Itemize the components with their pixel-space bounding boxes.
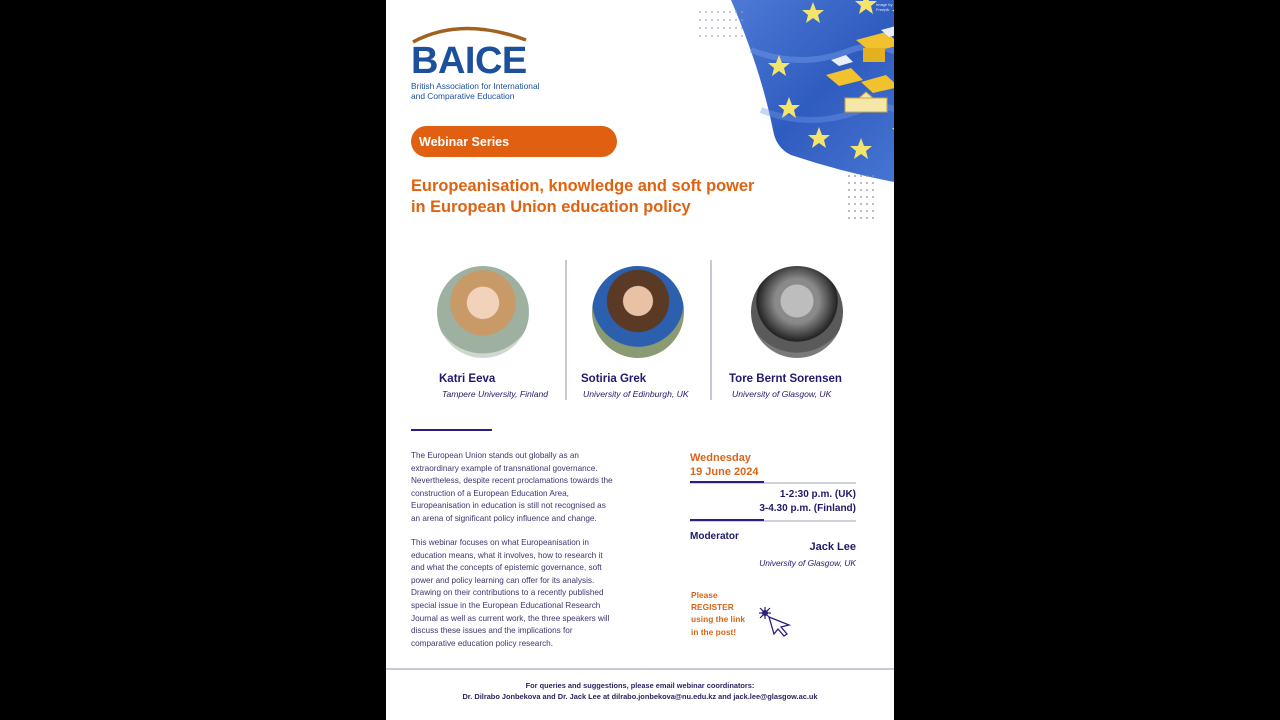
register-line: using the link (691, 614, 745, 625)
text-line: extraordinary example of transnational governance. (411, 463, 598, 473)
footer-divider (386, 668, 894, 670)
moderator-name: Jack Lee (809, 541, 856, 553)
time-finland: 3-4.30 p.m. (Finland) (759, 503, 856, 514)
section-divider (411, 429, 492, 431)
footer-line2: Dr. Dilrabo Jonbekova and Dr. Jack Lee at dilrabo.jonbekova@nu.edu.kz and jack.lee@glasgow.ac.uk (462, 692, 818, 701)
dot-grid-decoration (847, 174, 881, 226)
speaker-affiliation: Tampere University, Finland (442, 389, 549, 399)
cursor-click-icon (757, 605, 795, 637)
moderator-affiliation: University of Glasgow, UK (759, 558, 856, 568)
text-line: discuss these issues and the implications for (411, 626, 573, 636)
text-line: comparative education policy research. (411, 638, 553, 648)
baice-logo: BAICE (411, 40, 527, 82)
image-credit: Image by Freepik (876, 2, 893, 12)
speaker-name: Sotiria Grek (581, 373, 647, 385)
text-line: and what the concepts of epistemic governance, soft (411, 563, 602, 573)
logo-subtitle (411, 81, 539, 101)
speaker-affiliation: University of Glasgow, UK (732, 389, 832, 399)
text-line: Europeanisation in education is still not recognised as (411, 501, 606, 511)
text-line: education means, what it involves, how to research it (411, 550, 603, 560)
text-line: construction of a European Education Area, (411, 488, 569, 498)
event-times (690, 488, 856, 516)
text-line: Journal as well as current work, the three speakers will (411, 613, 610, 623)
text-line: Drawing on their contributions to a recently published (411, 588, 604, 598)
speaker-divider (565, 260, 567, 400)
event-date-value: 19 June 2024 (690, 466, 759, 478)
speaker-photo-tore-bernt-sorensen (751, 266, 843, 358)
title-line1: Europeanisation, knowledge and soft power (411, 177, 755, 195)
description-paragraph-2 (411, 537, 646, 650)
divider-accent (690, 519, 764, 521)
event-date (690, 451, 856, 479)
title-line2: in European Union education policy (411, 198, 691, 216)
dot-grid-decoration (698, 10, 748, 44)
text-line: Nevertheless, despite recent proclamations towards the (411, 476, 613, 486)
speaker-photo-katri-eeva (437, 266, 529, 358)
footer-contact (386, 680, 894, 702)
webinar-series-badge: Webinar Series (411, 126, 617, 157)
footer-line1: For queries and suggestions, please email webinar coordinators: (525, 681, 755, 690)
webinar-poster (386, 0, 894, 720)
logo-subtitle-line2: and Comparative Education (411, 91, 515, 101)
register-line: REGISTER (691, 602, 734, 613)
moderator-label: Moderator (690, 531, 739, 542)
divider-accent (690, 481, 764, 483)
register-line: Please (691, 590, 718, 600)
speaker-name: Katri Eeva (439, 373, 496, 385)
description-paragraph-1 (411, 450, 646, 526)
eu-flag-image (731, 0, 894, 190)
speaker-photo-sotiria-grek (592, 266, 684, 358)
text-line: special issue in the European Educational Research (411, 600, 601, 610)
text-line: The European Union stands out globally as an (411, 451, 579, 460)
text-line: This webinar focuses on what Europeanisation in (411, 538, 589, 547)
register-callout (691, 589, 745, 638)
speaker-divider (710, 260, 712, 400)
time-uk: 1-2:30 p.m. (UK) (779, 489, 856, 500)
event-day: Wednesday (690, 452, 751, 464)
speaker-affiliation: University of Edinburgh, UK (583, 389, 689, 399)
speaker-name: Tore Bernt Sorensen (729, 373, 842, 385)
register-line: in the post! (691, 626, 737, 637)
text-line: an arena of significant policy influence and change. (411, 513, 597, 523)
webinar-title (411, 176, 841, 218)
text-line: power and policy learning can offer for its analysis. (411, 575, 595, 585)
logo-subtitle-line1: British Association for International (411, 81, 540, 91)
